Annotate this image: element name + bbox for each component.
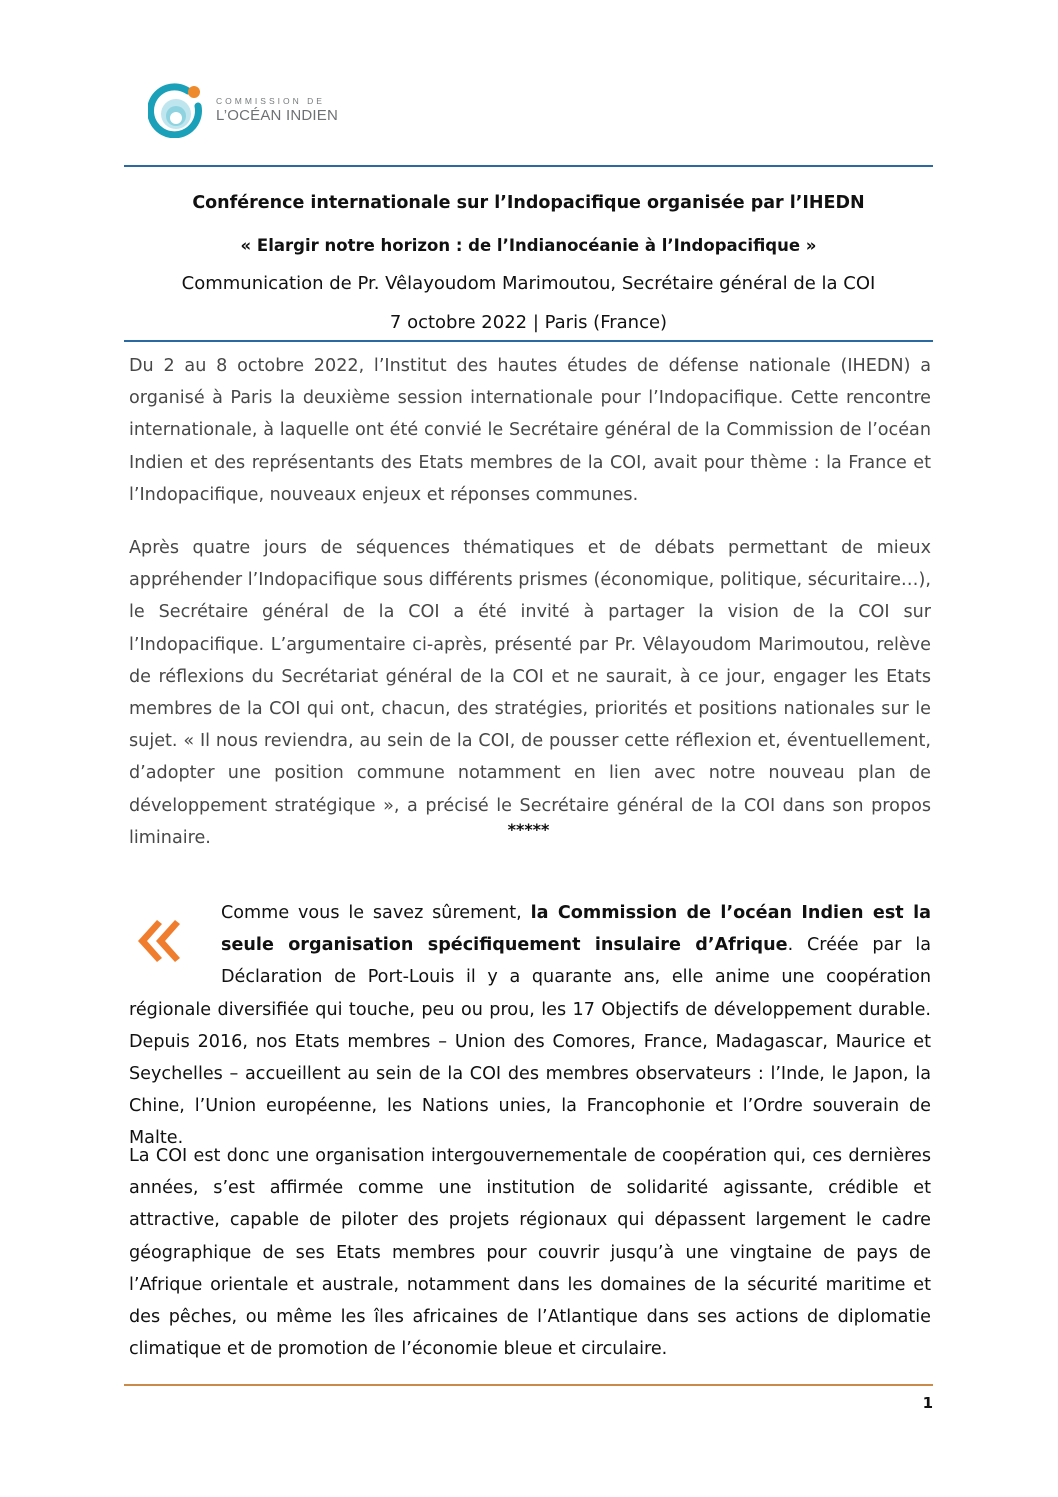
intro-paragraph-1: Du 2 au 8 octobre 2022, l’Institut des hautes études de défense nationale (IHEDN) a organisé à Paris la deuxième session internationale pour l’Indopacifique. Cette rencontre internationale, à laquelle ont été convié le Secrétaire général de la Commission de l’océan Indien et des représentants des Etats membres de la COI, avait pour thème : la France et l’Indopacifique, nouveaux enjeux et réponses communes. bbox=[129, 356, 931, 505]
speech-text-intro: Comme vous le savez sûrement, bbox=[221, 903, 531, 923]
speech-text-emphasis: la Commission de l’océan Indien est la seule organisation spécifiquement insulaire d’Afrique bbox=[221, 903, 931, 956]
section-separator: ***** bbox=[507, 820, 550, 839]
coi-logo-icon bbox=[148, 82, 204, 138]
speech-text-rest: . Créée par la Déclaration de Port-Louis il y a quarante ans, elle anime une coopération régionale diversifiée qui touche, peu ou prou, les 17 Objectifs de développement durable. Depuis 2016, nos Etats membres – Union des Comores, France, Madagascar, Maurice et Seychelles – accueillent au sein de la COI des membres observateurs : l’Inde, le Japon, la Chine, l’Union européenne, les Nations unies, la Francophonie et l’Ordre souverain de Malte. bbox=[129, 935, 932, 1149]
speech-paragraph-1 bbox=[129, 897, 931, 1155]
document-subtitle: « Elargir notre horizon : de l’Indianocéanie à l’Indopacifique » bbox=[240, 236, 817, 255]
date-place: 7 octobre 2022 | Paris (France) bbox=[389, 312, 668, 333]
header-divider bbox=[124, 165, 933, 167]
intro-paragraph-2: Après quatre jours de séquences thématiques et de débats permettant de mieux appréhender l’Indopacifique sous différents prismes (économique, politique, sécuritaire…), le Secrétaire général de la COI a été invité à partager la vision de la COI sur l’Indopacifique. L’argumentaire ci-après, présenté par Pr. Vêlayoudom Marimoutou, relève de réflexions du Secrétariat général de la COI et ne saurait, à ce jour, engager les Etats membres de la COI qui ont, chacun, des stratégies, priorités et positions nationales sur le sujet. « Il nous reviendra, au sein de la COI, de pousser cette réflexion et, éventuellement, d’adopter une position commune notamment en lien avec notre nouveau plan de développement stratégique », a précisé le Secrétaire général de la COI dans son propos liminaire. bbox=[129, 538, 931, 848]
document-title: Conférence internationale sur l’Indopacifique organisée par l’IHEDN bbox=[192, 193, 865, 213]
coi-logo bbox=[148, 82, 338, 138]
speech-paragraph-2: La COI est donc une organisation intergouvernementale de coopération qui, ces dernières années, s’est affirmée comme une institution de solidarité agissante, crédible et attractive, capable de piloter des projets régionaux qui dépassent largement le cadre géographique de ses Etats membres pour couvrir jusqu’à une vingtaine de pays de l’Afrique orientale et australe, notamment dans les domaines de la sécurité maritime et des pêches, ou même les îles africaines de l’Atlantique dans ses actions de diplomatie climatique et de promotion de l’économie bleue et circulaire. bbox=[129, 1146, 931, 1360]
title-divider bbox=[124, 340, 933, 342]
page-number: 1 bbox=[922, 1394, 933, 1412]
footer-divider bbox=[124, 1384, 933, 1386]
communication-author: Communication de Pr. Vêlayoudom Marimoutou, Secrétaire général de la COI bbox=[181, 273, 876, 294]
opening-guillemet-icon bbox=[129, 897, 221, 987]
logo-text-line2: L’OCÉAN INDIEN bbox=[216, 107, 338, 125]
logo-text-line1: COMMISSION DE bbox=[216, 95, 325, 106]
